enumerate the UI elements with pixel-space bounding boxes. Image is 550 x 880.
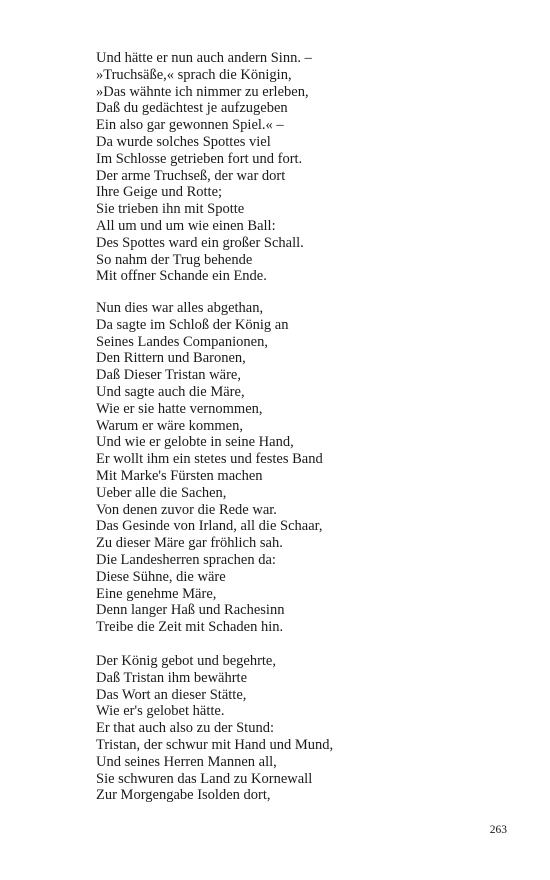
verse-line: Seines Landes Companionen, bbox=[96, 333, 268, 350]
verse-line: Wie er's gelobet hätte. bbox=[96, 703, 225, 720]
verse-line: Sie trieben ihn mit Spotte bbox=[96, 201, 245, 218]
verse-line: Des Spottes ward ein großer Schall. bbox=[96, 234, 304, 251]
verse-line: Das Gesinde von Irland, all die Schaar, bbox=[96, 518, 323, 535]
verse-line: Eine genehme Märe, bbox=[96, 585, 217, 602]
verse-line: Die Landesherren sprachen da: bbox=[96, 551, 276, 568]
verse-line: Sie schwuren das Land zu Kornewall bbox=[96, 770, 313, 787]
verse-line: Mit Marke's Fürsten machen bbox=[96, 467, 263, 484]
stanza-1 bbox=[96, 50, 496, 285]
verse-line: »Das wähnte ich nimmer zu erleben, bbox=[96, 83, 309, 100]
verse-line: All um und um wie einen Ball: bbox=[96, 217, 276, 234]
verse-line: Und hätte er nun auch andern Sinn. – bbox=[96, 50, 312, 66]
verse-line: Ueber alle die Sachen, bbox=[96, 484, 227, 501]
verse-line: Der König gebot und begehrte, bbox=[96, 653, 276, 669]
verse-line: Von denen zuvor die Rede war. bbox=[96, 501, 277, 518]
verse-line: Mit offner Schande ein Ende. bbox=[96, 268, 267, 285]
verse-line: Daß Dieser Tristan wäre, bbox=[96, 367, 241, 384]
verse-line: Er wollt ihm ein stetes und festes Band bbox=[96, 451, 323, 468]
verse-line: »Truchsäße,« sprach die Königin, bbox=[96, 66, 292, 83]
stanza-3 bbox=[96, 653, 496, 804]
verse-line: Da sagte im Schloß der König an bbox=[96, 316, 289, 333]
verse-line: Zur Morgengabe Isolden dort, bbox=[96, 787, 271, 804]
verse-line: Der arme Truchseß, der war dort bbox=[96, 167, 286, 184]
verse-line: Warum er wäre kommen, bbox=[96, 417, 243, 434]
verse-line: Tristan, der schwur mit Hand und Mund, bbox=[96, 736, 334, 753]
verse-line: Und seines Herren Mannen all, bbox=[96, 753, 277, 770]
verse-line: Da wurde solches Spottes viel bbox=[96, 133, 271, 150]
verse-line: Den Rittern und Baronen, bbox=[96, 350, 246, 367]
verse-line: Und wie er gelobte in seine Hand, bbox=[96, 434, 294, 451]
verse-line: Das Wort an dieser Stätte, bbox=[96, 686, 247, 703]
page-number: 263 bbox=[489, 824, 507, 836]
verse-line: Und sagte auch die Märe, bbox=[96, 383, 245, 400]
verse-line: Er that auch also zu der Stund: bbox=[96, 720, 274, 737]
verse-line: Im Schlosse getrieben fort und fort. bbox=[96, 150, 303, 167]
verse-line: So nahm der Trug behende bbox=[96, 251, 253, 268]
verse-line: Daß du gedächtest je aufzugeben bbox=[96, 100, 288, 117]
stanza-2 bbox=[96, 300, 496, 636]
verse-line: Denn langer Haß und Rachesinn bbox=[96, 602, 285, 619]
verse-line: Zu dieser Märe gar fröhlich sah. bbox=[96, 535, 283, 552]
verse-line: Wie er sie hatte vernommen, bbox=[96, 400, 263, 417]
verse-line: Ein also gar gewonnen Spiel.« – bbox=[96, 117, 284, 134]
verse-line: Daß Tristan ihm bewährte bbox=[96, 669, 248, 686]
verse-line: Treibe die Zeit mit Schaden hin. bbox=[96, 619, 284, 636]
verse-line: Diese Sühne, die wäre bbox=[96, 568, 226, 585]
verse-line: Nun dies war alles abgethan, bbox=[96, 300, 264, 316]
verse-line: Ihre Geige und Rotte; bbox=[96, 184, 223, 201]
